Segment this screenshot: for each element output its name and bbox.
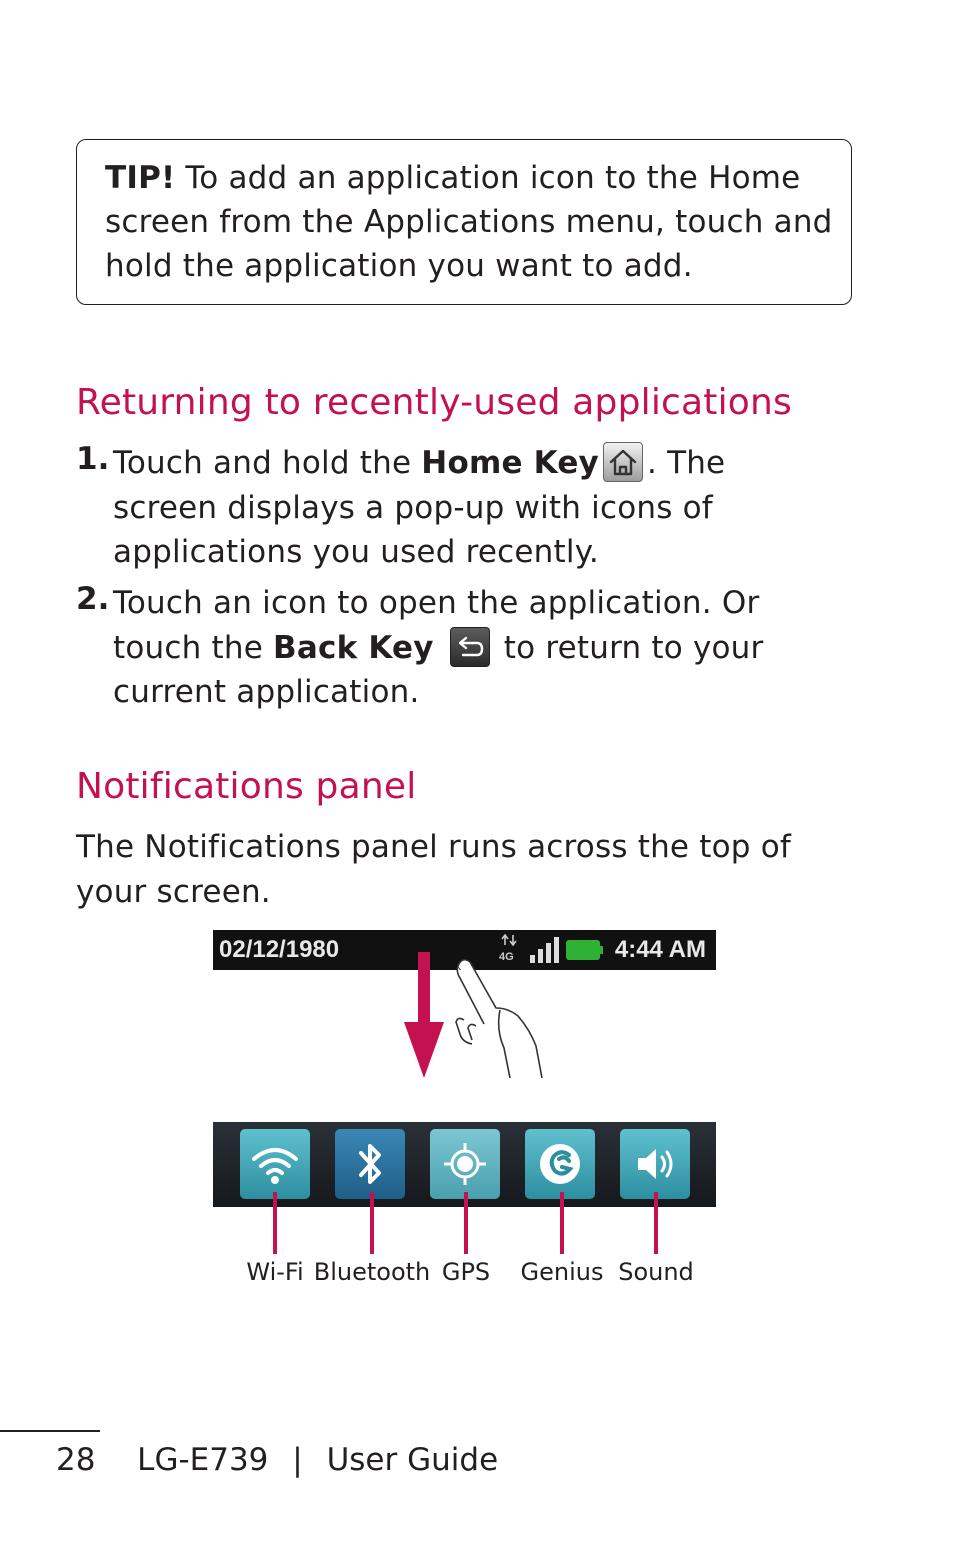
section-heading-notifications: Notifications panel (76, 766, 417, 807)
sound-toggle[interactable] (620, 1129, 690, 1199)
battery-tip (600, 946, 603, 954)
notifications-body: The Notifications panel runs across the top of your screen. (76, 829, 791, 910)
speaker-icon (620, 1129, 690, 1199)
callout-line-gps (464, 1192, 468, 1254)
battery-icon (566, 940, 600, 960)
callout-line-bluetooth (370, 1192, 374, 1254)
step-number-2: 2. (76, 581, 110, 617)
bluetooth-toggle[interactable] (335, 1129, 405, 1199)
swipe-arrow-shaft (418, 952, 430, 1030)
genius-toggle[interactable] (525, 1129, 595, 1199)
swipe-down-illustration (400, 950, 560, 1085)
home-key-label: Home Key (421, 445, 599, 481)
step-2-after: to return to your current application. (113, 629, 764, 710)
footer-guide: User Guide (326, 1442, 499, 1478)
step-1-before: Touch and hold the (113, 445, 422, 481)
label-bluetooth: Bluetooth (313, 1258, 431, 1286)
tip-body: To add an application icon to the Home screen from the Applications menu, touch and hold the application you want to add. (105, 160, 833, 284)
section-heading-recent-apps: Returning to recently-used applications (76, 382, 793, 423)
bluetooth-icon (335, 1129, 405, 1199)
hand-icon (456, 960, 542, 1078)
label-genius: Genius (520, 1258, 604, 1286)
gps-toggle[interactable] (430, 1129, 500, 1199)
label-sound: Sound (618, 1258, 694, 1286)
tip-text (105, 156, 835, 288)
back-key-icon (450, 627, 490, 667)
step-number-1: 1. (76, 441, 110, 477)
label-wifi: Wi-Fi (246, 1258, 304, 1286)
footer-model: LG-E739 (137, 1442, 269, 1478)
footer-rule (0, 1430, 100, 1432)
status-date: 02/12/1980 (219, 936, 340, 963)
callout-line-wifi (273, 1192, 277, 1254)
footer-separator: | (292, 1442, 303, 1478)
callout-line-sound (654, 1192, 658, 1254)
callout-line-genius (560, 1192, 564, 1254)
label-gps: GPS (441, 1258, 491, 1286)
network-type: 4G (499, 951, 514, 963)
swipe-arrow-head (404, 1022, 444, 1078)
tip-box (76, 139, 852, 305)
step-1-text (113, 441, 833, 575)
step-2-text (113, 581, 843, 715)
tip-label: TIP! (105, 160, 176, 196)
gps-icon (430, 1129, 500, 1199)
data-arrows-icon (501, 934, 517, 946)
page-footer (56, 1442, 498, 1478)
genius-icon (525, 1129, 595, 1199)
step-2-before: Touch an icon to open the application. Or touch the (113, 585, 760, 666)
home-key-icon (603, 442, 643, 482)
wifi-icon (240, 1129, 310, 1199)
wifi-toggle[interactable] (240, 1129, 310, 1199)
step-1-after: . The screen displays a pop-up with icons of applications you used recently. (113, 445, 726, 570)
status-time: 4:44 AM (614, 936, 706, 963)
page-number: 28 (56, 1442, 96, 1478)
back-key-label: Back Key (273, 629, 434, 666)
